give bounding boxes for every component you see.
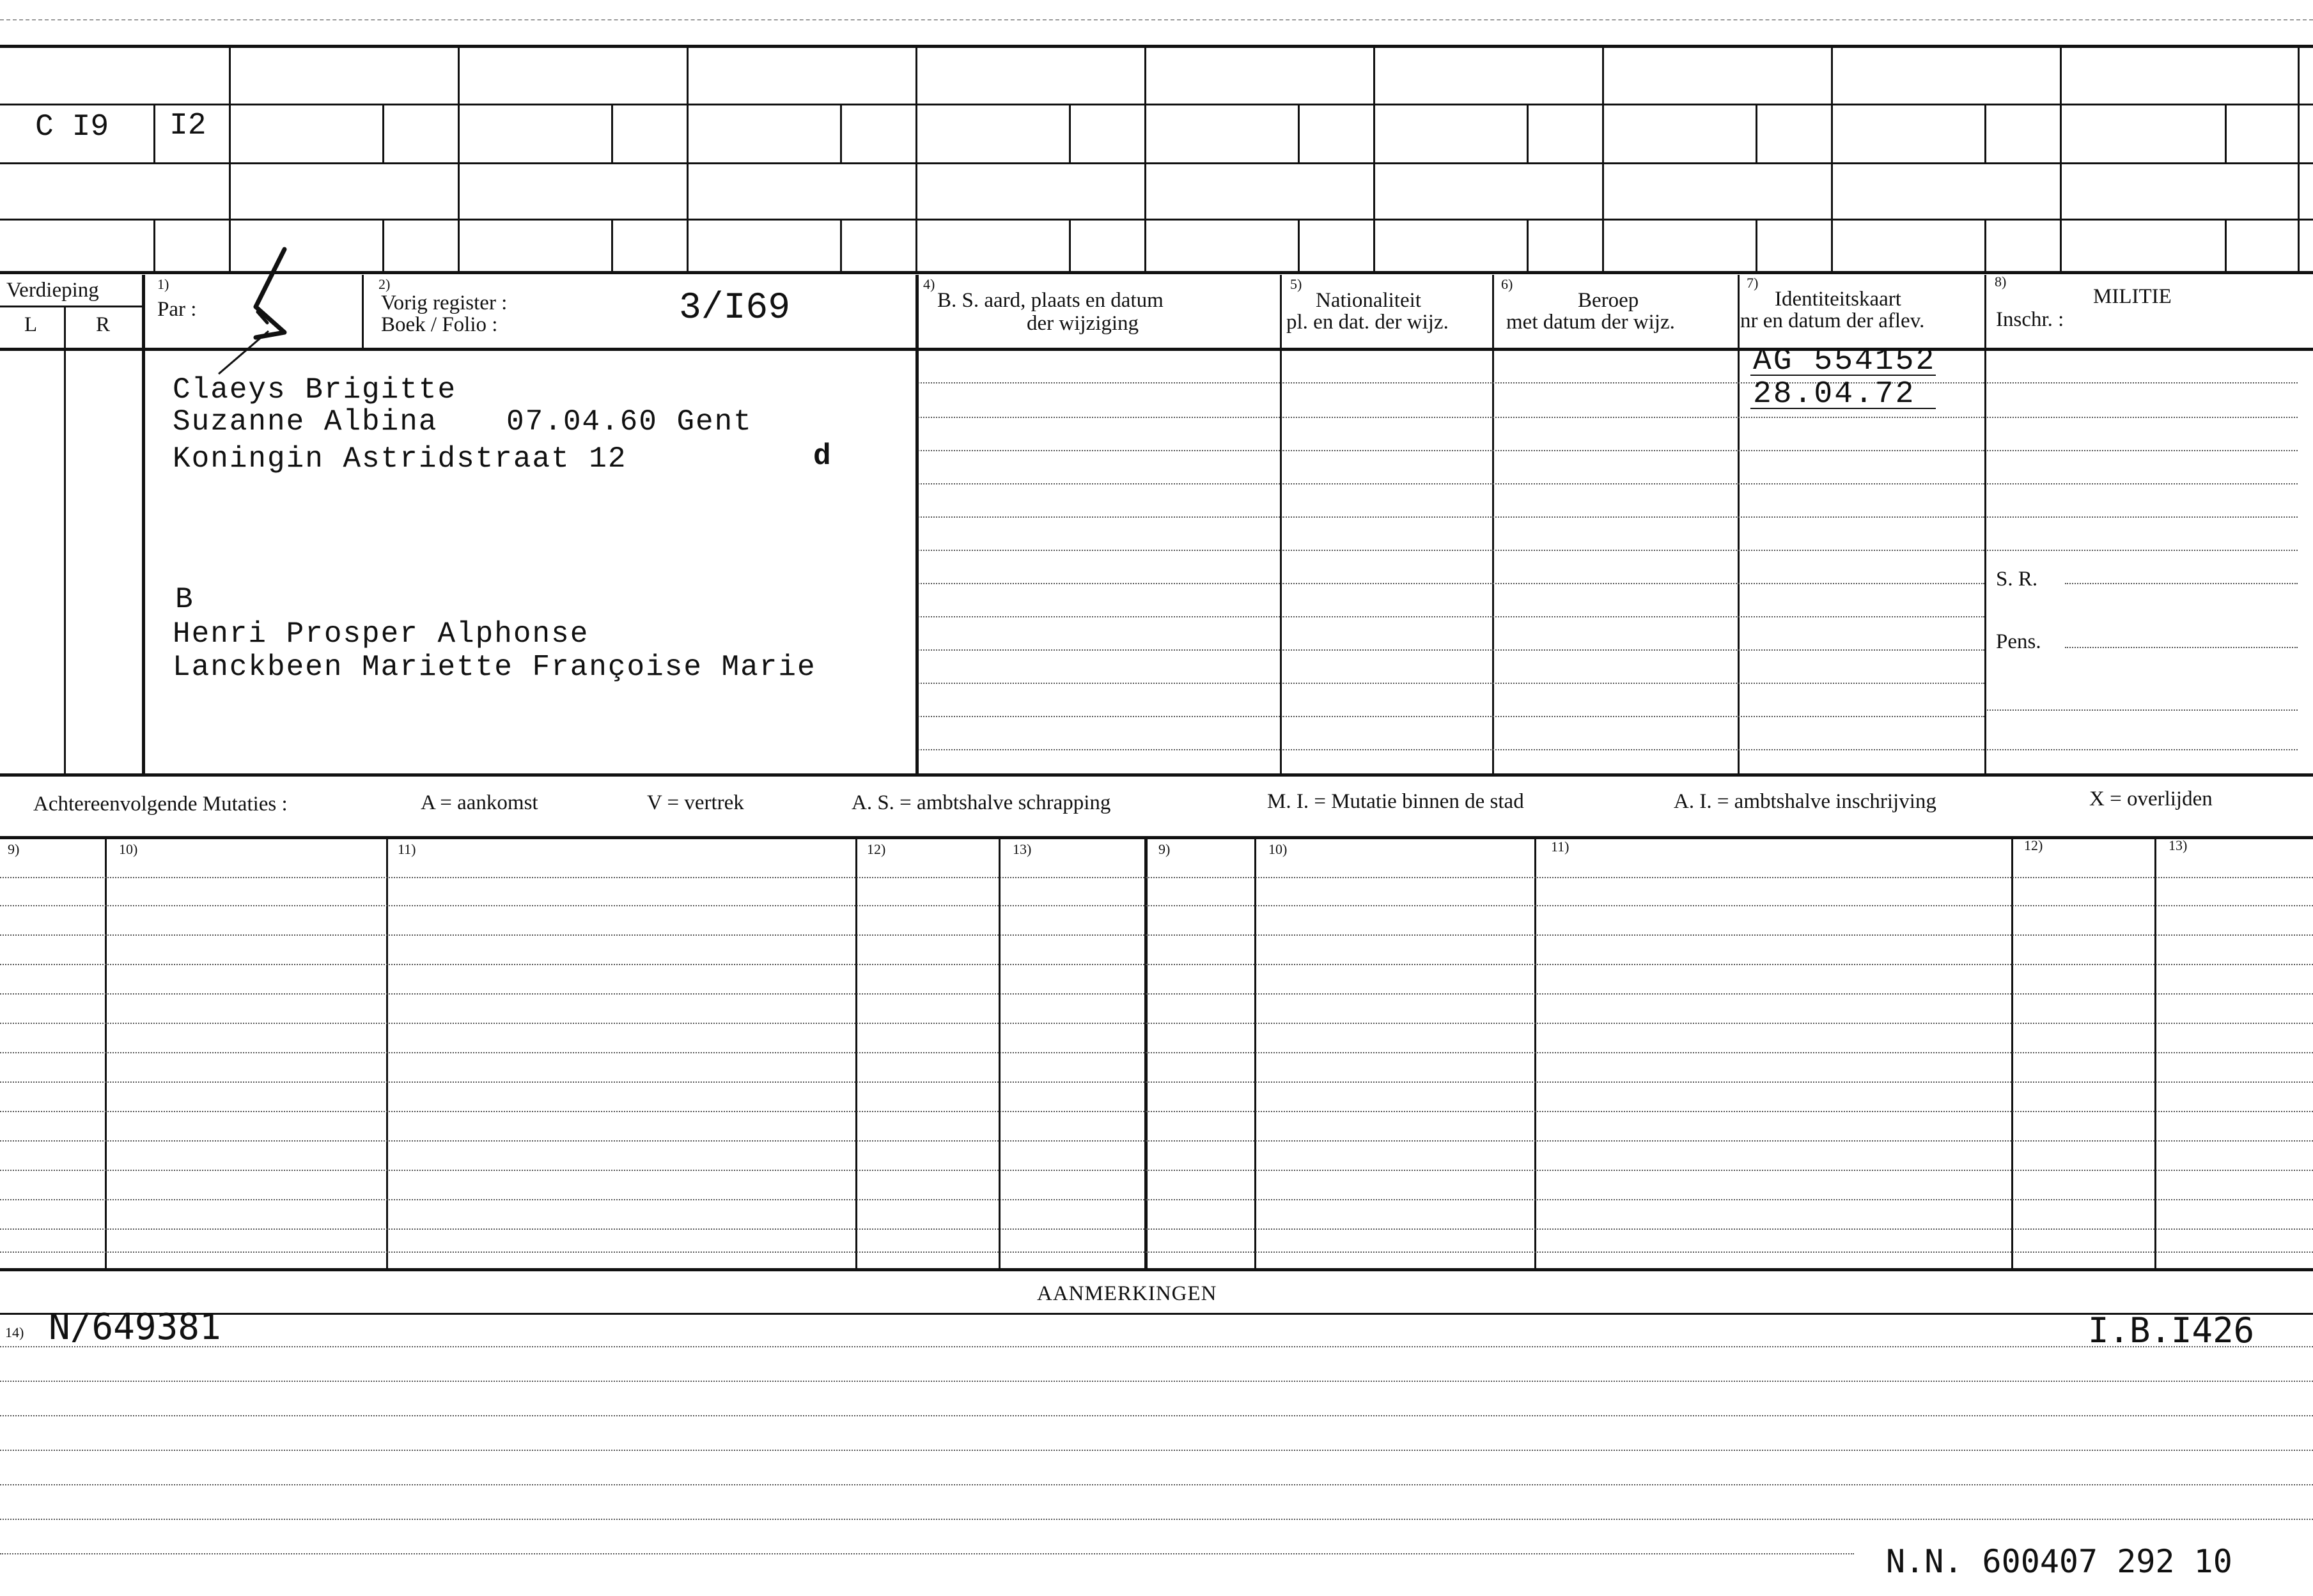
spouse-line-2: Lanckbeen Mariette Françoise Marie xyxy=(173,651,816,684)
mut-col-10: 10) xyxy=(119,841,138,857)
sr-label: S. R. xyxy=(1996,568,2038,591)
col-num-4: 4) xyxy=(923,276,935,292)
idcard-date: 28.04.72 xyxy=(1753,377,1916,412)
spouse-letter: B xyxy=(175,583,194,616)
militie-label: MILITIE xyxy=(2093,285,2172,308)
mut-col-13b: 13) xyxy=(2169,837,2188,853)
beroep-label-1: Beroep xyxy=(1578,289,1639,312)
person-name-line-2: Suzanne Albina xyxy=(173,405,438,438)
code-i12: I2 xyxy=(169,109,206,143)
remark-ib: I.B.I426 xyxy=(2088,1310,2255,1351)
col-num-8: 8) xyxy=(1995,274,2007,290)
identiteitskaart-label-1: Identiteitskaart xyxy=(1775,288,1901,311)
person-address: Koningin Astridstraat 12 xyxy=(173,442,627,476)
register-value: 3/I69 xyxy=(679,288,791,329)
legend-ai: A. I. = ambtshalve inschrijving xyxy=(1674,790,1936,813)
legend-x: X = overlijden xyxy=(2089,787,2213,810)
boek-folio-label: Boek / Folio : xyxy=(381,313,498,336)
col-num-1: 1) xyxy=(157,276,169,292)
col-num-6: 6) xyxy=(1501,276,1513,292)
mut-col-12: 12) xyxy=(867,841,886,857)
vorig-register-label: Vorig register : xyxy=(381,291,508,314)
bs-label-2: der wijziging xyxy=(1027,312,1139,335)
legend-as: A. S. = ambtshalve schrapping xyxy=(852,791,1111,814)
code-c19: C I9 xyxy=(35,110,109,144)
remark-ref: N/649381 xyxy=(49,1306,221,1348)
col-num-14: 14) xyxy=(5,1324,24,1340)
scan-edge xyxy=(0,19,2313,20)
person-name-line-1: Claeys Brigitte xyxy=(173,373,457,407)
beroep-label-2: met datum der wijz. xyxy=(1506,311,1675,334)
mut-col-10b: 10) xyxy=(1268,841,1288,857)
l-label: L xyxy=(24,313,38,336)
national-number: N.N. 600407 292 10 xyxy=(1886,1543,2232,1580)
mut-col-13: 13) xyxy=(1013,841,1032,857)
legend-title: Achtereenvolgende Mutaties : xyxy=(33,793,288,816)
col-num-7: 7) xyxy=(1747,275,1759,291)
legend-v: V = vertrek xyxy=(647,791,744,814)
idcard-underline xyxy=(1750,375,1936,376)
identiteitskaart-label-2: nr en datum der aflev. xyxy=(1740,309,1925,332)
spouse-line-1: Henri Prosper Alphonse xyxy=(173,617,589,651)
mut-col-9: 9) xyxy=(8,841,20,857)
idcard-number: AG 554152 xyxy=(1753,344,1936,378)
person-mark: d xyxy=(813,440,832,473)
verdieping-label: Verdieping xyxy=(6,279,99,302)
person-birth: 07.04.60 Gent xyxy=(506,405,752,438)
inschr-label: Inschr. : xyxy=(1996,308,2064,331)
aanmerkingen-title: AANMERKINGEN xyxy=(1037,1282,1217,1305)
bs-label-1: B. S. aard, plaats en datum xyxy=(937,289,1164,312)
pens-label: Pens. xyxy=(1996,630,2041,653)
handwritten-bracket-icon xyxy=(205,243,332,390)
par-label: Par : xyxy=(157,298,197,321)
col-num-2: 2) xyxy=(378,276,391,292)
r-label: R xyxy=(96,313,111,336)
mut-col-12b: 12) xyxy=(2024,837,2043,853)
legend-mi: M. I. = Mutatie binnen de stad xyxy=(1267,790,1524,813)
nationaliteit-label-2: pl. en dat. der wijz. xyxy=(1286,311,1449,334)
col-num-5: 5) xyxy=(1290,276,1302,292)
mut-col-11b: 11) xyxy=(1551,839,1569,855)
legend-a: A = aankomst xyxy=(421,791,538,814)
idcard-date-underline xyxy=(1750,408,1936,409)
mut-col-9b: 9) xyxy=(1158,841,1171,857)
mut-col-11: 11) xyxy=(398,841,416,857)
nationaliteit-label-1: Nationaliteit xyxy=(1316,289,1421,312)
